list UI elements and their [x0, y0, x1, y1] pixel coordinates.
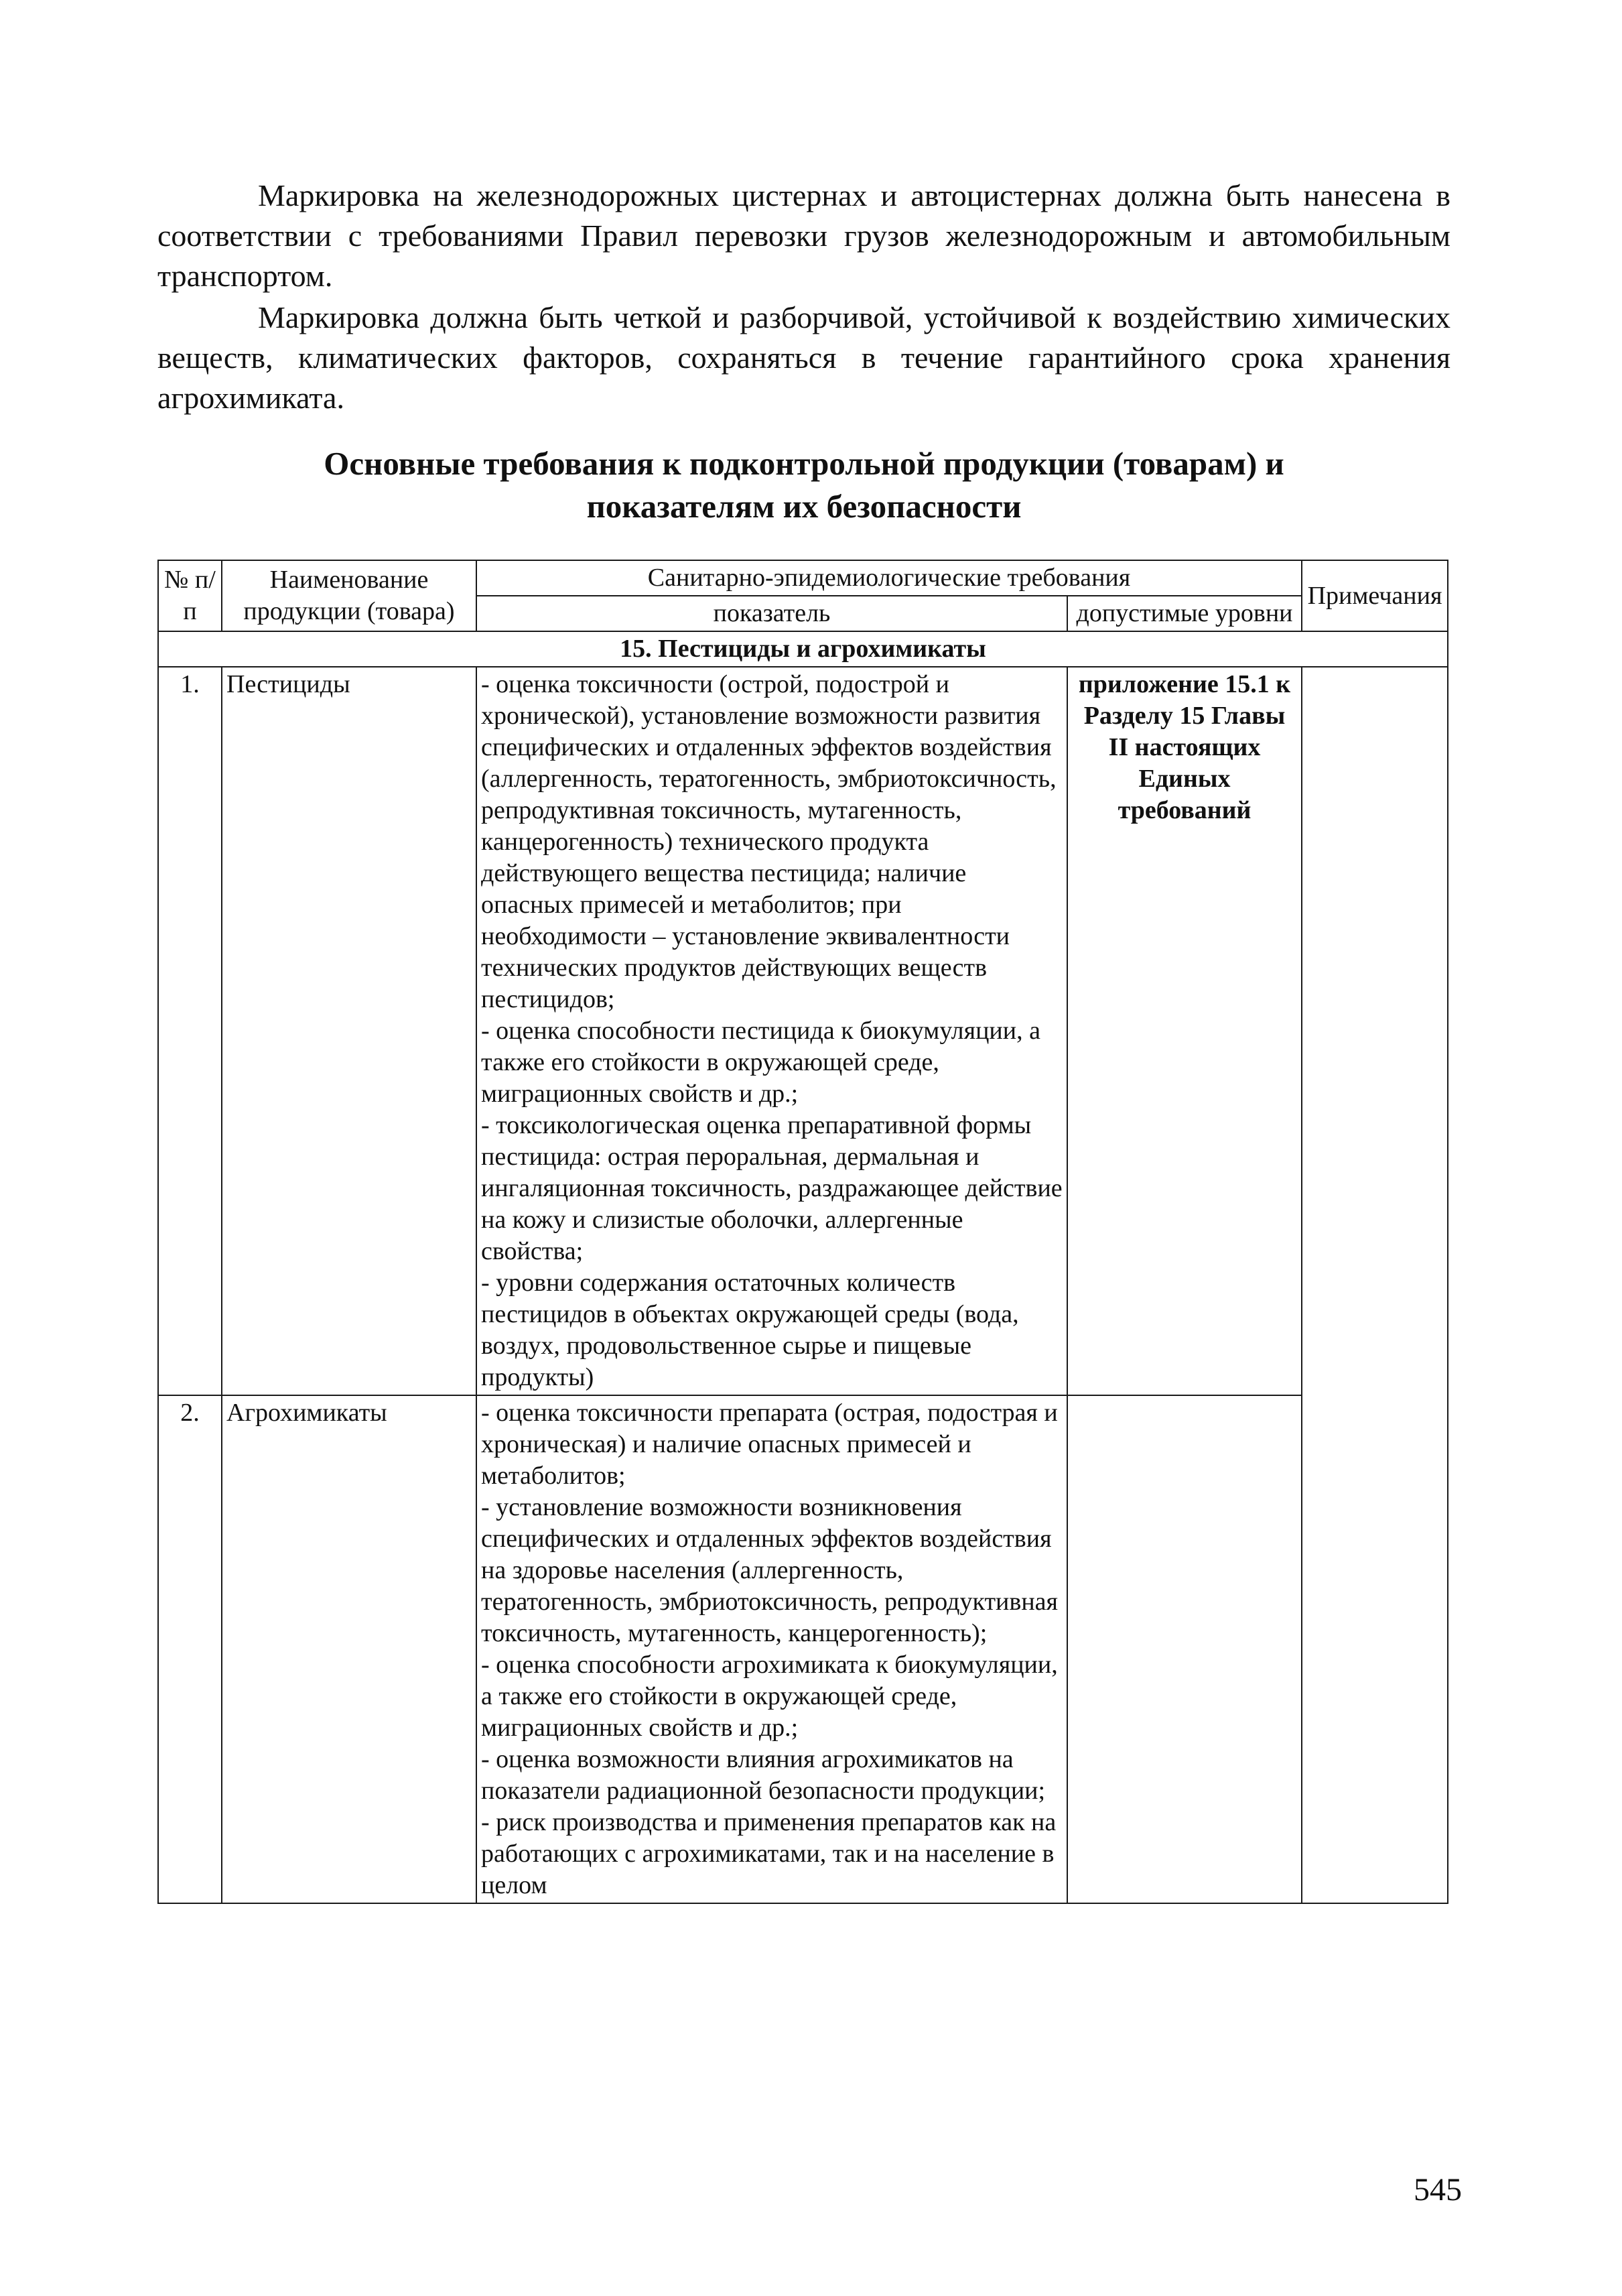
indicator-item: - оценка возможности влияния агрохимикатов на показатели радиационной безопасности продукции; — [481, 1745, 1046, 1805]
table-row — [158, 667, 1448, 1395]
requirements-table — [157, 560, 1448, 1904]
intro-paragraph-1: Маркировка на железнодорожных цистернах и автоцистернах должна быть нанесена в соответствии с требованиями Правил перевозки грузов железнодорожным и автомобильным транспортом. — [157, 178, 1450, 293]
row-num: 1. — [158, 667, 222, 1395]
header-num: № п/п — [158, 560, 222, 631]
header-sanitary-requirements: Санитарно-эпидемиологические требования — [476, 560, 1302, 596]
header-product-name: Наименование продукции (товара) — [222, 560, 476, 631]
indicator-item: - установление возможности возникновения специфических и отдаленных эффектов воздействия на здоровье населения (аллергенность, тератогенность, эмбриотоксичность, репродуктивная токсичность, мутагенность, канцерогенность); — [481, 1493, 1059, 1647]
table-title-line-2: показателям их безопасности — [586, 488, 1022, 525]
indicator-item: - оценка токсичности (острой, подострой и хронической), установление возможности развития специфических и отдаленных эффектов воздействия (аллергенность, тератогенность, эмбриотоксичность, репродуктивная токсичность, мутагенность, канцерогенность) технического продукта действующего вещества пестицида; наличие опасных примесей и метаболитов; при необходимости – установление эквивалентности технических продуктов действующих веществ пестицидов; — [481, 670, 1057, 1013]
section-title: 15. Пестициды и агрохимикаты — [158, 631, 1448, 667]
header-indicator: показатель — [476, 596, 1067, 631]
row-indicators — [476, 667, 1067, 1395]
indicator-item: - оценка способности пестицида к биокумуляции, а также его стойкости в окружающей среде, миграционных свойств и др.; — [481, 1017, 1040, 1108]
row-product-name: Пестициды — [222, 667, 476, 1395]
table-title — [157, 442, 1450, 528]
row-indicators — [476, 1395, 1067, 1903]
table-title-line-1: Основные требования к подконтрольной продукции (товарам) и — [324, 445, 1284, 482]
table-header-row — [158, 560, 1448, 596]
page-number: 545 — [1414, 2172, 1462, 2208]
indicator-item: - оценка токсичности препарата (острая, подострая и хроническая) и наличие опасных примесей и метаболитов; — [481, 1399, 1058, 1490]
indicator-item: - уровни содержания остаточных количеств пестицидов в объектах окружающей среды (вода, воздух, продовольственное сырье и пищевые продукты) — [481, 1269, 1019, 1391]
table-row — [158, 1395, 1448, 1903]
row-num: 2. — [158, 1395, 222, 1903]
row-permissible-levels: приложение 15.1 к Разделу 15 Главы II настоящих Единых требований — [1067, 667, 1302, 1395]
indicator-item: - оценка способности агрохимиката к биокумуляции, а также его стойкости в окружающей среде, миграционных свойств и др.; — [481, 1651, 1058, 1742]
indicator-item: - токсикологическая оценка препаративной формы пестицида: острая пероральная, дермальная и ингаляционная токсичность, раздражающее действие на кожу и слизистые оболочки, аллергенные свойства; — [481, 1111, 1063, 1265]
intro-paragraph-2: Маркировка должна быть четкой и разборчивой, устойчивой к воздействию химических веществ, климатических факторов, сохраняться в течение гарантийного срока хранения агрохимиката. — [157, 300, 1450, 415]
row-product-name: Агрохимикаты — [222, 1395, 476, 1903]
section-row — [158, 631, 1448, 667]
header-notes: Примечания — [1302, 560, 1448, 631]
row-permissible-levels — [1067, 1395, 1302, 1903]
row-notes — [1302, 667, 1448, 1903]
intro-text — [157, 176, 1450, 420]
indicator-item: - риск производства и применения препаратов как на работающих с агрохимикатами, так и на население в целом — [481, 1808, 1057, 1899]
header-permissible-levels: допустимые уровни — [1067, 596, 1302, 631]
